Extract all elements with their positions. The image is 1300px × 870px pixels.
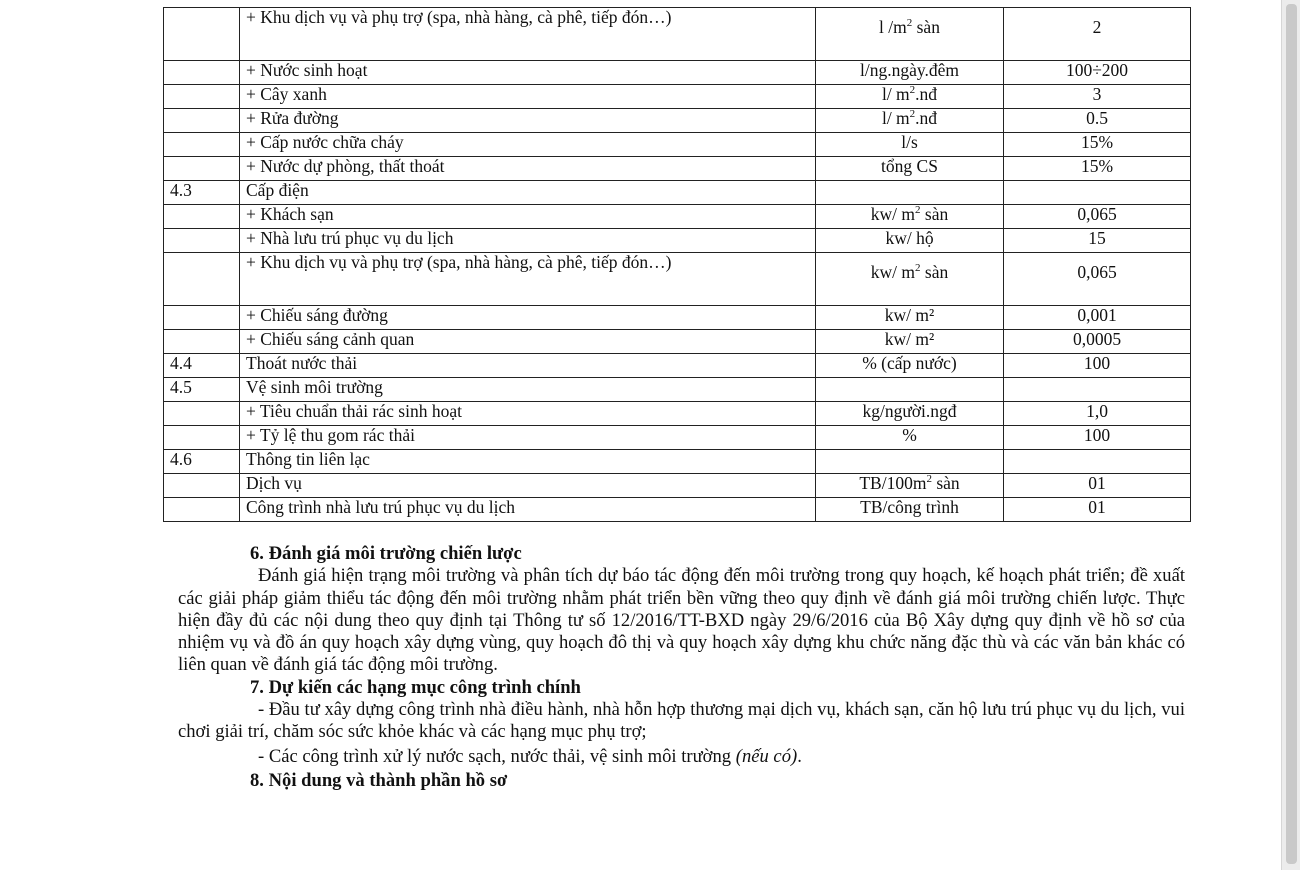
row-unit-cell [816, 498, 1004, 522]
section-7-item-2-end: . [797, 745, 802, 767]
row-value-cell: 100 [1004, 354, 1191, 378]
table-row [164, 378, 1191, 402]
row-item-cell: Thông tin liên lạc [240, 450, 816, 474]
unit-superscript: 2 [909, 84, 916, 97]
row-number-cell [164, 474, 240, 498]
unit-text: l/ m [881, 84, 910, 104]
unit-text: kg/người.ngđ [862, 401, 957, 421]
row-unit-cell [816, 109, 1004, 133]
section-7-heading: 7. Dự kiến các hạng mục công trình chính [250, 676, 581, 698]
unit-text: kw/ hộ [885, 228, 934, 248]
unit-suffix: sàn [920, 204, 949, 224]
table-row [164, 133, 1191, 157]
table-row [164, 8, 1191, 61]
row-number-cell [164, 330, 240, 354]
table-row [164, 205, 1191, 229]
unit-superscript: 2 [915, 204, 921, 217]
row-unit-cell [816, 378, 1004, 402]
table-row [164, 157, 1191, 181]
row-item-cell: + Khách sạn [240, 205, 816, 229]
row-unit-cell [816, 426, 1004, 450]
row-value-cell: 0,001 [1004, 306, 1191, 330]
row-item-cell: + Khu dịch vụ và phụ trợ (spa, nhà hàng, cà phê, tiếp đón…) [240, 253, 816, 306]
unit-text: TB/công trình [860, 497, 959, 517]
row-value-cell: 0,0005 [1004, 330, 1191, 354]
row-item-cell: + Chiếu sáng cảnh quan [240, 330, 816, 354]
row-item-cell: Cấp điện [240, 181, 816, 205]
section-6-heading: 6. Đánh giá môi trường chiến lược [250, 543, 522, 564]
row-number-cell [164, 426, 240, 450]
row-value-cell [1004, 450, 1191, 474]
unit-text: l/ng.ngày.đêm [860, 60, 959, 80]
row-item-cell: + Cây xanh [240, 85, 816, 109]
row-item-cell: Vệ sinh môi trường [240, 378, 816, 402]
unit-text: l/s [901, 132, 918, 152]
row-item-cell: + Tỷ lệ thu gom rác thải [240, 426, 816, 450]
row-value-cell [1004, 181, 1191, 205]
row-value-cell: 01 [1004, 498, 1191, 522]
row-number-cell [164, 8, 240, 61]
unit-suffix: .nđ [915, 84, 938, 104]
row-number-cell [164, 205, 240, 229]
row-item-cell: + Nhà lưu trú phục vụ du lịch [240, 229, 816, 253]
row-number-cell [164, 498, 240, 522]
table-row [164, 229, 1191, 253]
unit-text: l /m [879, 17, 907, 37]
row-number-cell [164, 402, 240, 426]
row-item-cell: Thoát nước thải [240, 354, 816, 378]
section-6-paragraph: Đánh giá hiện trạng môi trường và phân tích dự báo tác động đến môi trường trong quy hoạch, kế hoạch phát triển; đề xuất các giải pháp giảm thiểu tác động đến môi trường nhằm phát triển bền vững theo quy định về đánh giá môi trường chiến lược. Thực hiện đầy đủ các nội dung theo quy định tại Thông tư số 12/2016/TT-BXD ngày 29/6/2016 của Bộ Xây dựng quy định về hồ sơ của nhiệm vụ và đồ án quy hoạch xây dựng vùng, quy hoạch đô thị và quy hoạch xây dựng khu chức năng đặc thù và các văn bản khác có liên quan về đánh giá tác động môi trường. [178, 565, 1185, 676]
unit-text: kw/ m [870, 262, 916, 282]
row-item-cell: + Chiếu sáng đường [240, 306, 816, 330]
unit-text: kw/ m² [884, 329, 935, 349]
row-unit-cell [816, 8, 1004, 61]
unit-superscript: 2 [909, 108, 916, 121]
standards-table-body [164, 8, 1191, 522]
row-number-cell: 4.5 [164, 378, 240, 402]
row-value-cell: 2 [1004, 8, 1191, 61]
unit-superscript: 2 [906, 17, 913, 30]
section-7-item-1: - Đầu tư xây dựng công trình nhà điều hành, nhà hỗn hợp thương mại dịch vụ, khách sạn, căn hộ lưu trú phục vụ du lịch, vui chơi giải trí, chăm sóc sức khỏe khác và các hạng mục phụ trợ; [178, 699, 1185, 743]
row-number-cell: 4.4 [164, 354, 240, 378]
document-body [178, 543, 1185, 792]
row-unit-cell [816, 229, 1004, 253]
table-row [164, 426, 1191, 450]
unit-suffix: .nđ [915, 108, 938, 128]
row-value-cell: 100÷200 [1004, 61, 1191, 85]
row-unit-cell [816, 402, 1004, 426]
unit-suffix: sàn [912, 17, 940, 37]
row-unit-cell [816, 85, 1004, 109]
row-item-cell: + Khu dịch vụ và phụ trợ (spa, nhà hàng, cà phê, tiếp đón…) [240, 8, 816, 61]
row-item-cell: + Nước sinh hoạt [240, 61, 816, 85]
table-row [164, 61, 1191, 85]
row-unit-cell [816, 450, 1004, 474]
row-value-cell: 01 [1004, 474, 1191, 498]
table-row [164, 402, 1191, 426]
row-number-cell [164, 85, 240, 109]
unit-text: % [902, 425, 917, 445]
table-row [164, 253, 1191, 306]
row-value-cell: 15 [1004, 229, 1191, 253]
unit-text: TB/100m [859, 473, 927, 493]
row-unit-cell [816, 330, 1004, 354]
section-7-item-2-text: - Các công trình xử lý nước sạch, nước thải, vệ sinh môi trường [258, 745, 736, 767]
unit-text: % (cấp nước) [862, 353, 957, 373]
row-number-cell: 4.6 [164, 450, 240, 474]
row-item-cell: + Rửa đường [240, 109, 816, 133]
row-item-cell: + Tiêu chuẩn thải rác sinh hoạt [240, 402, 816, 426]
row-value-cell: 15% [1004, 133, 1191, 157]
standards-table [163, 7, 1191, 522]
row-value-cell [1004, 378, 1191, 402]
row-value-cell: 0.5 [1004, 109, 1191, 133]
section-8-heading: 8. Nội dung và thành phần hồ sơ [250, 769, 508, 791]
unit-text: tổng CS [881, 156, 938, 176]
row-unit-cell [816, 306, 1004, 330]
row-number-cell [164, 306, 240, 330]
row-item-cell: + Cấp nước chữa cháy [240, 133, 816, 157]
scrollbar-thumb[interactable] [1286, 4, 1297, 864]
table-row [164, 330, 1191, 354]
row-number-cell [164, 229, 240, 253]
table-row [164, 450, 1191, 474]
row-unit-cell [816, 253, 1004, 306]
table-row [164, 181, 1191, 205]
row-value-cell: 3 [1004, 85, 1191, 109]
row-unit-cell [816, 157, 1004, 181]
row-unit-cell [816, 61, 1004, 85]
section-7-item-2-note: (nếu có) [735, 745, 798, 767]
row-value-cell: 1,0 [1004, 402, 1191, 426]
row-number-cell [164, 253, 240, 306]
unit-text: l/ m [881, 108, 910, 128]
row-number-cell [164, 61, 240, 85]
unit-text: kw/ m [870, 204, 916, 224]
row-number-cell: 4.3 [164, 181, 240, 205]
table-row [164, 109, 1191, 133]
row-unit-cell [816, 133, 1004, 157]
vertical-scrollbar[interactable] [1281, 0, 1300, 870]
table-row [164, 306, 1191, 330]
row-item-cell: Dịch vụ [240, 474, 816, 498]
unit-suffix: sàn [920, 262, 949, 282]
table-row [164, 474, 1191, 498]
row-number-cell [164, 157, 240, 181]
row-value-cell: 100 [1004, 426, 1191, 450]
row-value-cell: 0,065 [1004, 253, 1191, 306]
section-7-item-2 [178, 746, 1185, 768]
row-item-cell: + Nước dự phòng, thất thoát [240, 157, 816, 181]
table-row [164, 85, 1191, 109]
table-row [164, 498, 1191, 522]
row-item-cell: Công trình nhà lưu trú phục vụ du lịch [240, 498, 816, 522]
unit-superscript: 2 [926, 473, 932, 486]
row-value-cell: 15% [1004, 157, 1191, 181]
table-row [164, 354, 1191, 378]
unit-suffix: sàn [931, 473, 960, 493]
unit-superscript: 2 [915, 262, 921, 275]
row-value-cell: 0,065 [1004, 205, 1191, 229]
row-unit-cell [816, 205, 1004, 229]
row-unit-cell [816, 474, 1004, 498]
row-unit-cell [816, 181, 1004, 205]
row-number-cell [164, 109, 240, 133]
row-number-cell [164, 133, 240, 157]
row-unit-cell [816, 354, 1004, 378]
unit-text: kw/ m² [884, 305, 935, 325]
